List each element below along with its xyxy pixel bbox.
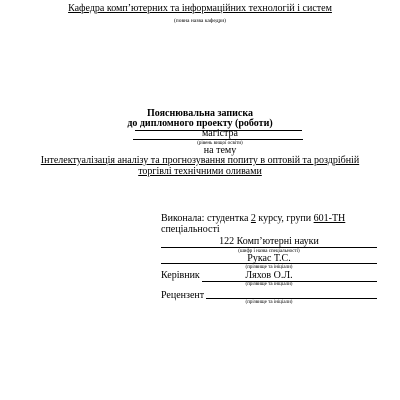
supervisor-caption: (прізвище та ініціали) [245, 282, 293, 287]
on-topic-label: на тему [203, 145, 237, 156]
specialty-caption: (шифр і назва спеціальності) [238, 249, 300, 254]
supervisor-label: Керівник [161, 270, 200, 281]
group-code: 601-ТН [313, 213, 346, 224]
specialty-underline [161, 247, 377, 248]
department-caption: (повна назва кафедри) [173, 18, 227, 24]
student-name: Рукас Т.С. [247, 253, 291, 264]
specialty-label: спеціальності [161, 224, 220, 235]
reviewer-caption: (прізвище та ініціали) [245, 300, 293, 305]
doc-title: Пояснювальна записка [147, 108, 253, 119]
degree-caption: (рівень вищої освіти) [197, 141, 243, 146]
performer-prefix: Виконала: студентка [161, 213, 251, 224]
supervisor-name: Ляхов О.Л. [245, 270, 293, 281]
degree-underline [133, 139, 303, 140]
specialty-value: 122 Комп’ютерні науки [219, 236, 319, 247]
topic-line-2: торгівлі технічними оливами [138, 166, 262, 177]
department-title: Кафедра комп’ютерних та інформаційних технологій і систем [68, 3, 332, 14]
student-underline [161, 263, 377, 264]
course-suffix: курсу, групи [255, 213, 314, 224]
degree-level: магістра [202, 128, 238, 139]
reviewer-underline [206, 298, 377, 299]
student-caption: (прізвище та ініціали) [245, 265, 293, 270]
doc-subtitle: до дипломного проекту (роботи) [127, 118, 273, 129]
course-number: 2 [250, 213, 256, 224]
performer-line [161, 213, 345, 224]
reviewer-label: Рецензент [161, 290, 205, 301]
topic-line-1: Інтелектуалізація аналізу та прогнозування попиту в оптовій та роздрібній [40, 155, 360, 166]
